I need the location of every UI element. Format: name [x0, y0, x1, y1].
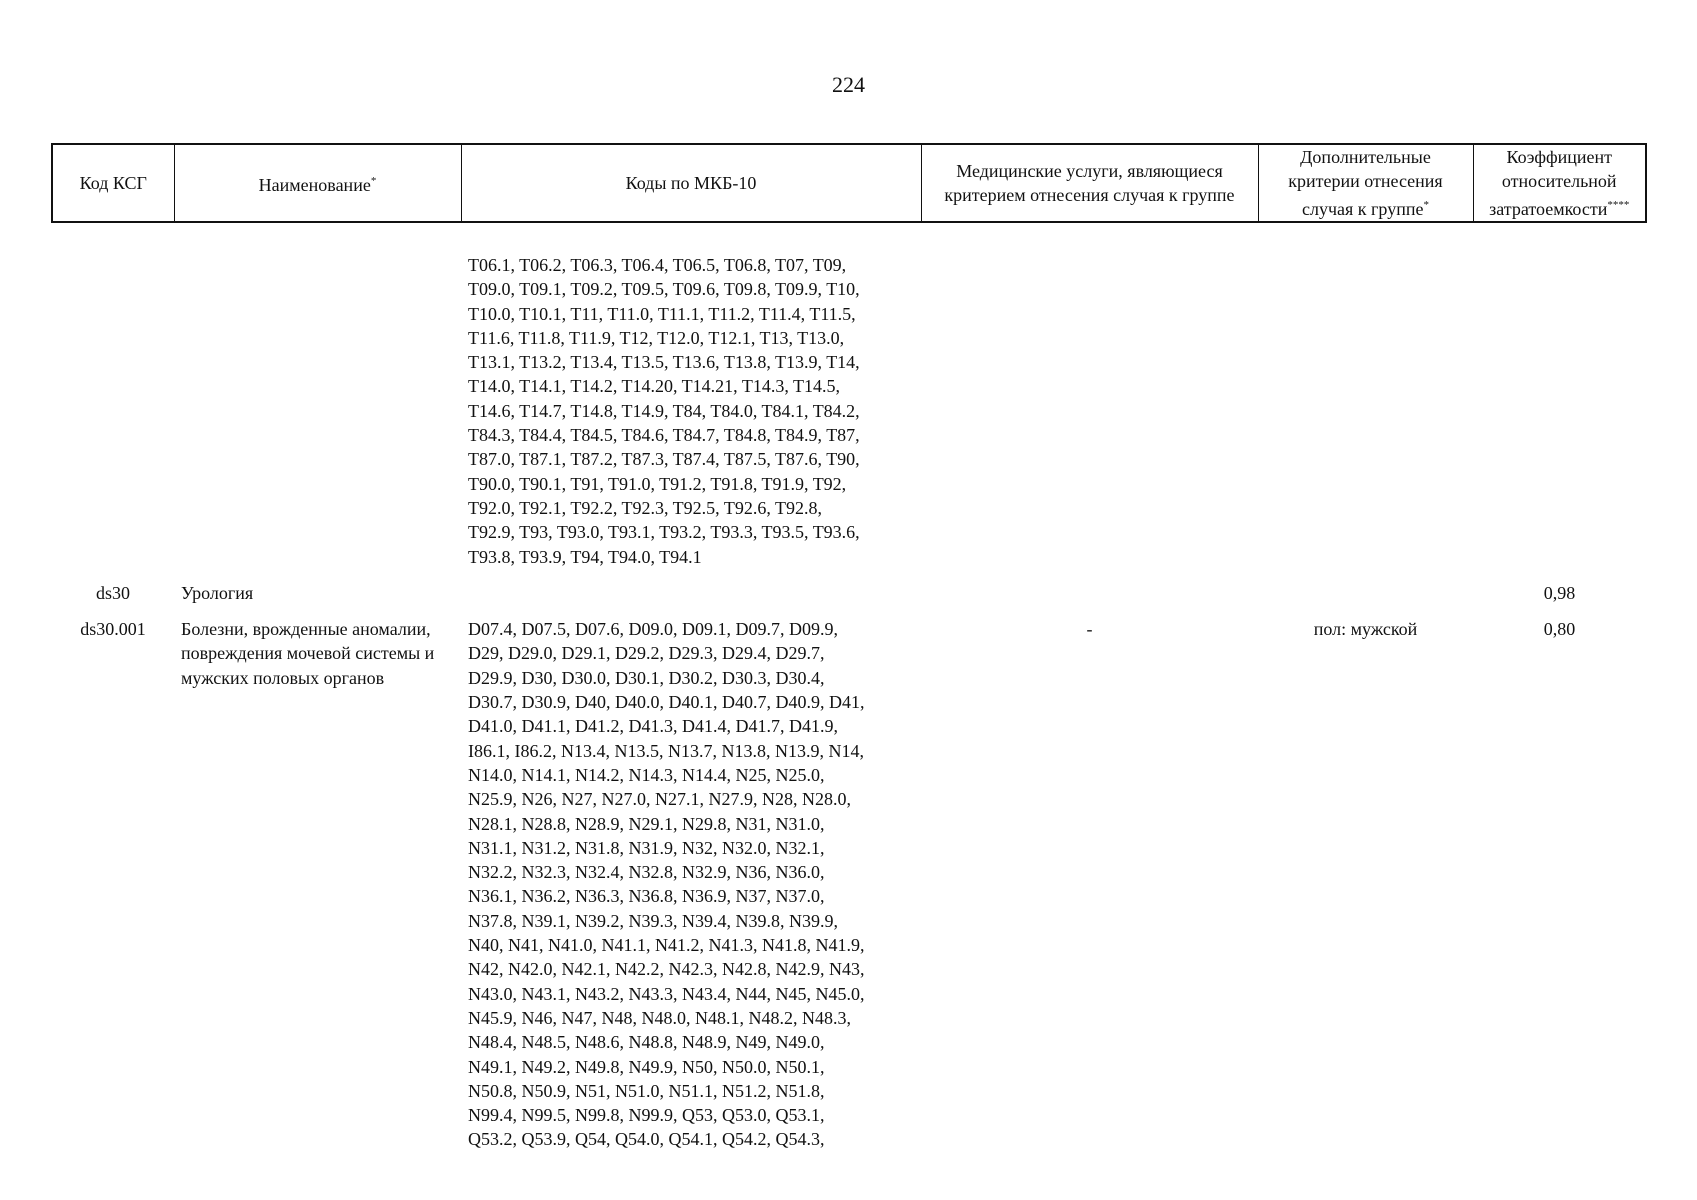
cell-name: Урология	[181, 582, 254, 603]
footnote-mark: ****	[1607, 199, 1630, 211]
header-criteria: Дополнительные критерии отнесения случая к группе*	[1258, 144, 1473, 222]
table-header	[52, 144, 1646, 222]
cell-code	[52, 253, 174, 581]
footnote-mark: *	[370, 175, 377, 187]
cell-services: -	[1086, 619, 1093, 640]
footnote-mark: *	[1423, 199, 1429, 211]
ksg-table	[51, 143, 1647, 1152]
cell-coefficient: 0,98	[1543, 582, 1576, 603]
cell-icd-codes: T06.1, T06.2, T06.3, T06.4, T06.5, T06.8, T07, T09, T09.0, T09.1, T09.2, T09.5, T09.6, T09.8, T09.9, T10, T10.0, T10.1, T11, T11.0, T11.1, T11.2, T11.4, T11.5, T11.6, T11.8, T11.9, T12, T12.0, T12.1, T13, T13.0, T13.1, T13.2, T13.4, T13.5, T13.6, T13.8, T13.9, T14, T14.0, T14.1, T14.2, T14.20, T14.21, T14.3, T14.5, T14.6, T14.7, T14.8, T14.9, T84, T84.0, T84.1, T84.2, T84.3, T84.4, T84.5, T84.6, T84.7, T84.8, T84.9, T87, T87.0, T87.1, T87.2, T87.3, T87.4, T87.5, T87.6, T90, T90.0, T90.1, T91, T91.0, T91.2, T91.8, T91.9, T92, T92.0, T92.1, T92.2, T92.3, T92.5, T92.6, T92.8, T92.9, T93, T93.0, T93.1, T93.2, T93.3, T93.5, T93.6, T93.8, T93.9, T94, T94.0, T94.1	[468, 255, 860, 567]
header-icd: Коды по МКБ-10	[461, 144, 921, 222]
header-name: Наименование*	[174, 144, 461, 222]
cell-name	[174, 253, 461, 581]
header-coefficient: Коэффициент относительной затратоемкости****	[1473, 144, 1646, 222]
cell-coefficient: 0,80	[1543, 619, 1576, 640]
cell-coefficient	[1473, 253, 1646, 581]
table-row	[52, 617, 1646, 1152]
cell-code: ds30.001	[80, 619, 146, 640]
cell-criteria	[1258, 253, 1473, 581]
page-number: 224	[832, 72, 865, 97]
cell-criteria	[1258, 581, 1473, 617]
cell-icd-codes: D07.4, D07.5, D07.6, D09.0, D09.1, D09.7, D09.9, D29, D29.0, D29.1, D29.2, D29.3, D29.4, D29.7, D29.9, D30, D30.0, D30.1, D30.2, D30.3, D30.4, D30.7, D30.9, D40, D40.0, D40.1, D40.7, D40.9, D41, D41.0, D41.1, D41.2, D41.3, D41.4, D41.7, D41.9, I86.1, I86.2, N13.4, N13.5, N13.7, N13.8, N13.9, N14, N14.0, N14.1, N14.2, N14.3, N14.4, N25, N25.0, N25.9, N26, N27, N27.0, N27.1, N27.9, N28, N28.0, N28.1, N28.8, N28.9, N29.1, N29.8, N31, N31.0, N31.1, N31.2, N31.8, N31.9, N32, N32.0, N32.1, N32.2, N32.3, N32.4, N32.8, N32.9, N36, N36.0, N36.1, N36.2, N36.3, N36.8, N36.9, N37, N37.0, N37.8, N39.1, N39.2, N39.3, N39.4, N39.8, N39.9, N40, N41, N41.0, N41.1, N41.2, N41.3, N41.8, N41.9, N42, N42.0, N42.1, N42.2, N42.3, N42.8, N42.9, N43, N43.0, N43.1, N43.2, N43.3, N43.4, N44, N45, N45.0, N45.9, N46, N47, N48, N48.0, N48.1, N48.2, N48.3, N48.4, N48.5, N48.6, N48.8, N48.9, N49, N49.0, N49.1, N49.2, N49.8, N49.9, N50, N50.0, N50.1, N50.8, N50.9, N51, N51.0, N51.1, N51.2, N51.8, N99.4, N99.5, N99.8, N99.9, Q53, Q53.0, Q53.1, Q53.2, Q53.9, Q54, Q54.0, Q54.1, Q54.2, Q54.3,	[468, 619, 865, 1150]
cell-name: Болезни, врожденные аномалии, повреждения мочевой системы и мужских половых органов	[181, 619, 435, 688]
header-code: Код КСГ	[52, 144, 174, 222]
table-row	[52, 581, 1646, 617]
cell-criteria: пол: мужской	[1313, 619, 1418, 640]
cell-services	[921, 253, 1258, 581]
header-services: Медицинские услуги, являющиеся критерием отнесения случая к группе	[921, 144, 1258, 222]
cell-services	[921, 581, 1258, 617]
table-row	[52, 253, 1646, 581]
cell-code: ds30	[95, 582, 130, 603]
cell-icd-codes	[461, 581, 921, 617]
